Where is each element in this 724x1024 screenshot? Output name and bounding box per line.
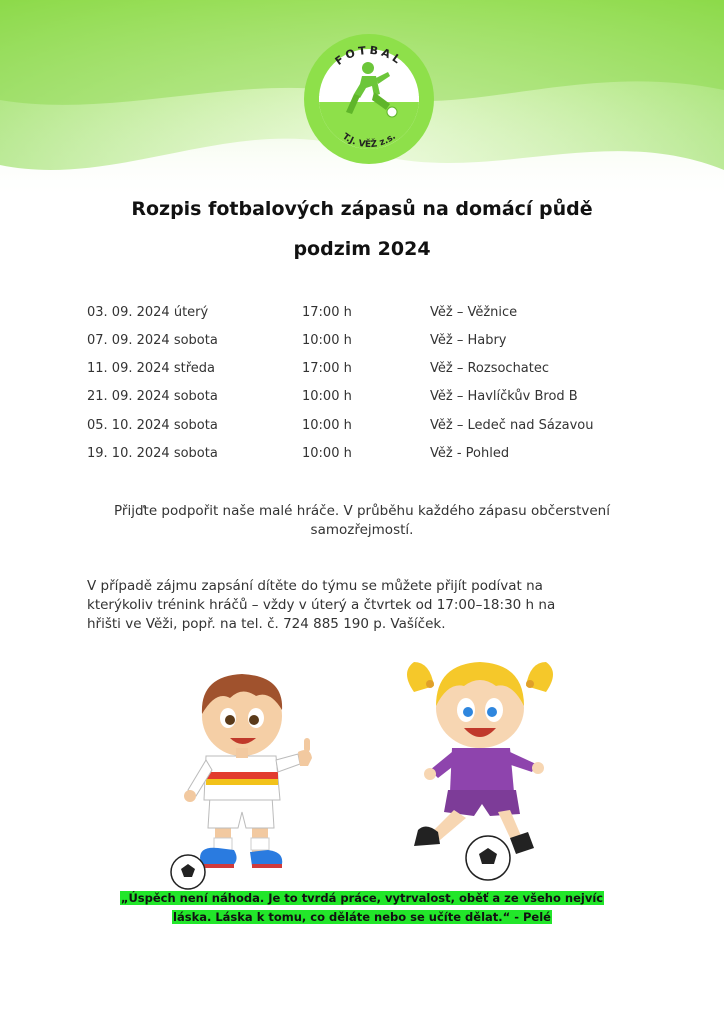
enrollment-line: hřišti ve Věži, popř. na tel. č. 724 885 190 p. Vašíček. (87, 616, 446, 632)
boy-footballer-illustration (160, 660, 340, 892)
invite-line: Přijďte podpořit naše malé hráče. V průběhu každého zápasu občerstvení (114, 503, 610, 519)
invite-paragraph (80, 502, 644, 540)
table-row (0, 361, 724, 383)
match-teams: Věž – Rozsochatec (430, 361, 550, 376)
match-teams: Věž – Ledeč nad Sázavou (430, 418, 594, 433)
match-date: 19. 10. 2024 sobota (87, 446, 218, 461)
enrollment-line: kterýkoliv trénink hráčů – vždy v úterý a čtvrtek od 17:00–18:30 h na (87, 597, 556, 613)
match-teams: Věž – Věžnice (430, 305, 518, 320)
match-time: 10:00 h (302, 446, 352, 461)
girl-footballer-illustration (400, 652, 560, 884)
logo-top-text: FOTBAL (332, 43, 406, 68)
match-time: 10:00 h (302, 333, 352, 348)
enrollment-line: V případě zájmu zapsání dítěte do týmu se můžete přijít podívat na (87, 578, 543, 594)
match-time: 10:00 h (302, 389, 352, 404)
invite-line: samozřejmostí. (310, 522, 414, 538)
match-date: 07. 09. 2024 sobota (87, 333, 218, 348)
match-time: 17:00 h (302, 361, 352, 376)
match-date: 11. 09. 2024 středa (87, 361, 215, 376)
page-subtitle: podzim 2024 (293, 238, 431, 260)
table-row (0, 389, 724, 411)
match-date: 03. 09. 2024 úterý (87, 305, 209, 320)
page-title: Rozpis fotbalových zápasů na domácí půdě (131, 198, 593, 220)
match-teams: Věž – Havlíčkův Brod B (430, 389, 578, 404)
match-date: 21. 09. 2024 sobota (87, 389, 218, 404)
table-row (0, 333, 724, 355)
quote (60, 889, 664, 927)
match-time: 17:00 h (302, 305, 352, 320)
club-logo (302, 32, 436, 166)
table-row (0, 418, 724, 440)
quote-line: „Úspěch není náhoda. Je to tvrdá práce, vytrvalost, oběť a ze všeho nejvíc (120, 891, 604, 905)
quote-line: láska. Láska k tomu, co děláte nebo se učíte dělat.“ - Pelé (173, 910, 551, 924)
match-time: 10:00 h (302, 418, 352, 433)
logo-bottom-text: T.J. VĚŽ z.s. (340, 131, 398, 151)
match-teams: Věž - Pohled (430, 446, 510, 461)
enrollment-paragraph (87, 577, 647, 634)
match-teams: Věž – Habry (430, 333, 507, 348)
table-row (0, 446, 724, 468)
table-row (0, 305, 724, 327)
match-date: 05. 10. 2024 sobota (87, 418, 218, 433)
